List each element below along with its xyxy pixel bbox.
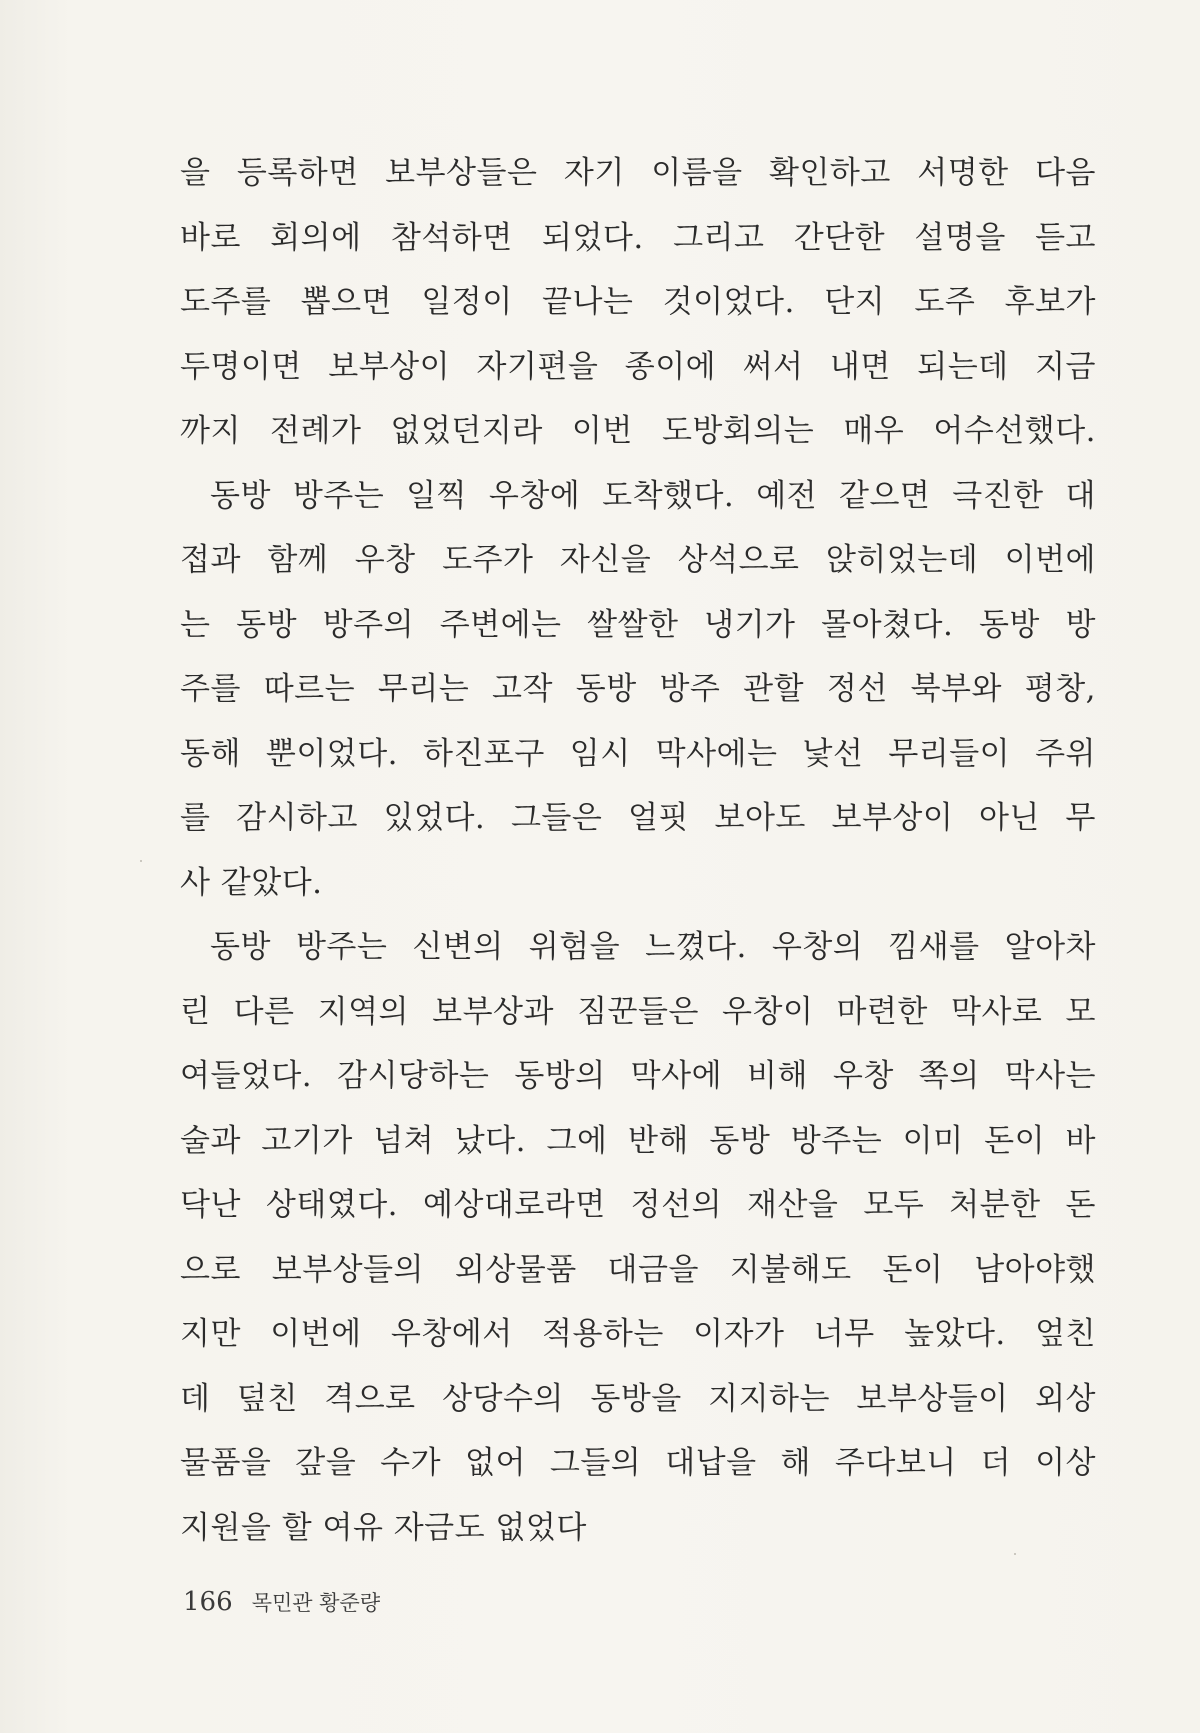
text-line: 까지 전례가 없었던지라 이번 도방회의는 매우 어수선했다. [180, 413, 1096, 449]
page-number: 166 [183, 1587, 233, 1617]
text-line: 도주를 뽑으면 일정이 끝나는 것이었다. 단지 도주 후보가 [180, 284, 1096, 320]
text-line: 접과 함께 우창 도주가 자신을 상석으로 앉히었는데 이번에 [180, 542, 1096, 578]
text-line: 주를 따르는 무리는 고작 동방 방주 관할 정선 북부와 평창, [180, 671, 1096, 707]
text-line: 두명이면 보부상이 자기편을 종이에 써서 내면 되는데 지금 [180, 348, 1096, 385]
text-line: 지만 이번에 우창에서 적용하는 이자가 너무 높았다. 엎친 [180, 1316, 1096, 1352]
text-line: 여들었다. 감시당하는 동방의 막사에 비해 우창 쪽의 막사는 [180, 1058, 1096, 1094]
text-line: 사 같았다. [180, 864, 323, 901]
text-line: 데 덮친 격으로 상당수의 동방을 지지하는 보부상들이 외상 [180, 1380, 1096, 1417]
text-line: 지원을 할 여유 자금도 없었다 [180, 1509, 587, 1546]
text-line: 동방 방주는 일찍 우창에 도착했다. 예전 같으면 극진한 대 [210, 477, 1096, 514]
body-text [180, 141, 1096, 1560]
paragraph [180, 141, 1096, 464]
text-line: 동해 뿐이었다. 하진포구 임시 막사에는 낯선 무리들이 주위 [180, 735, 1096, 772]
text-line: 으로 보부상들의 외상물품 대금을 지불해도 돈이 남아야했 [180, 1251, 1096, 1288]
page-footer [183, 1582, 380, 1622]
text-line: 바로 회의에 참석하면 되었다. 그리고 간단한 설명을 듣고 [180, 219, 1096, 256]
paper-speck [1014, 1553, 1016, 1555]
text-line: 닥난 상태였다. 예상대로라면 정선의 재산을 모두 처분한 돈 [180, 1187, 1096, 1223]
text-line: 를 감시하고 있었다. 그들은 얼핏 보아도 보부상이 아닌 무 [180, 800, 1096, 836]
text-line: 물품을 갚을 수가 없어 그들의 대납을 해 주다보니 더 이상 [180, 1445, 1096, 1481]
paragraph [180, 464, 1096, 916]
text-line: 린 다른 지역의 보부상과 짐꾼들은 우창이 마련한 막사로 모 [180, 993, 1096, 1030]
paragraph [180, 915, 1096, 1560]
text-line: 동방 방주는 신변의 위험을 느꼈다. 우창의 낌새를 알아차 [210, 929, 1096, 965]
book-title: 목민관 황준량 [251, 1591, 381, 1615]
text-line: 는 동방 방주의 주변에는 쌀쌀한 냉기가 몰아쳤다. 동방 방 [180, 606, 1096, 643]
text-line: 을 등록하면 보부상들은 자기 이름을 확인하고 서명한 다음 [180, 155, 1096, 191]
paper-speck [140, 860, 142, 862]
text-line: 술과 고기가 넘쳐 났다. 그에 반해 동방 방주는 이미 돈이 바 [180, 1122, 1096, 1159]
